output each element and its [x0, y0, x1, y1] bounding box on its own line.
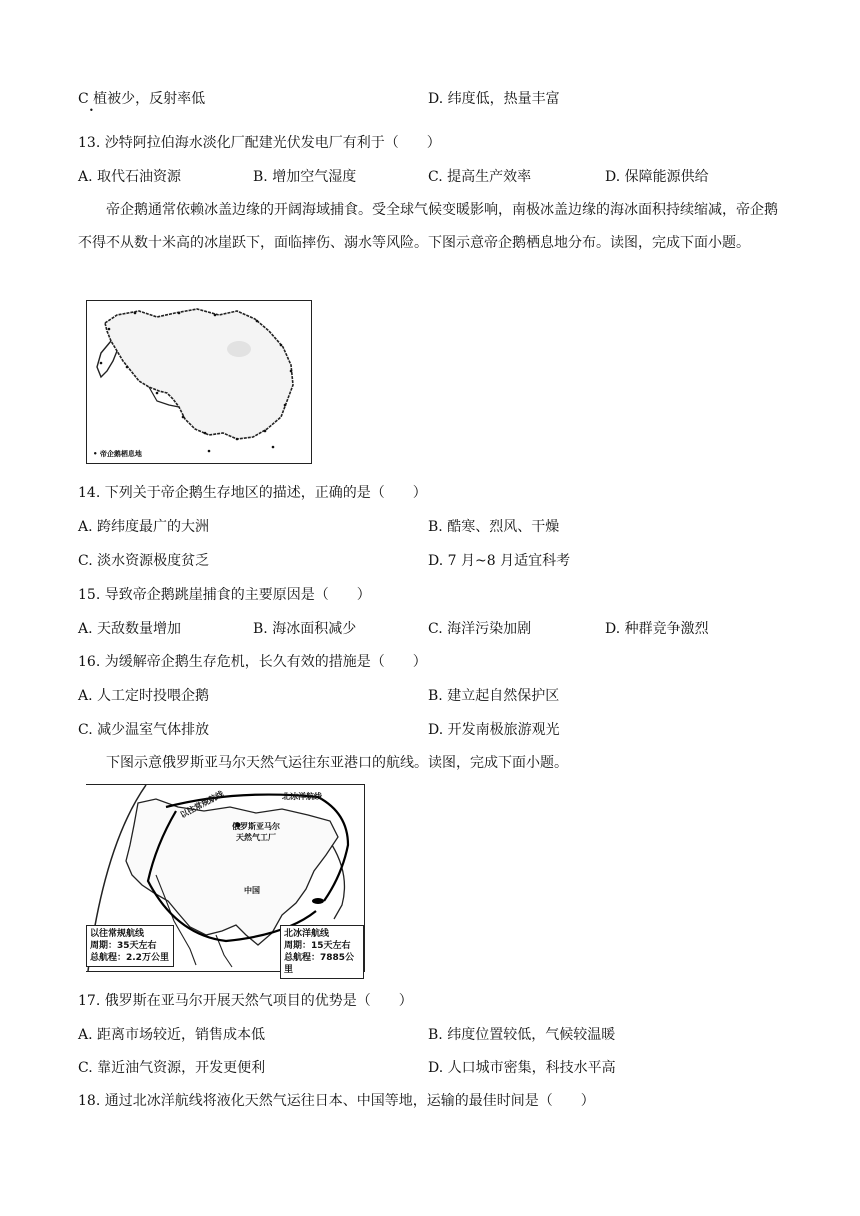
q16-option-a: A. 人工定时投喂企鹅 [78, 688, 210, 704]
route-map-plant-label-2: 天然气工厂 [236, 833, 276, 842]
q13-option-a: A. 取代石油资源 [78, 169, 182, 185]
q13-option-d: D. 保障能源供给 [605, 169, 709, 185]
q16-option-b: B. 建立起自然保护区 [428, 688, 560, 704]
route-map-plant-label-1: 俄罗斯亚马尔 [232, 822, 280, 831]
q12-option-d: D. 纬度低，热量丰富 [428, 91, 560, 107]
q12-option-c: C 植被少，反射率低 [78, 91, 206, 107]
q15-option-b: B. 海冰面积减少 [253, 621, 357, 637]
q14-option-c: C. 淡水资源极度贫乏 [78, 553, 210, 569]
q15-option-c: C. 海洋污染加剧 [428, 621, 532, 637]
passage-penguin-text: 帝企鹅通常依赖冰盖边缘的开阔海域捕食。受全球气候变暖影响，南极冰盖边缘的海冰面积持续缩减，帝企鹅不得不从数十米高的冰崖跃下，面临摔伤、溺水等风险。下图示意帝企鹅栖息地分布。读图，完成下面小题。 [78, 202, 778, 251]
conventional-box-title: 以往常规航线 [90, 929, 145, 939]
route-map-arctic-label: 北冰洋航线 [282, 792, 322, 801]
arctic-box-distance: 总航程：7885公里 [284, 953, 355, 975]
q14-option-d: D. 7 月~8 月适宜科考 [428, 553, 571, 569]
conventional-box-period: 周期：35天左右 [90, 941, 157, 951]
q16-option-d: D. 开发南极旅游观光 [428, 722, 560, 738]
route-map-conventional-label: 以往常规航线 [178, 789, 226, 820]
q13-stem: 13. 沙特阿拉伯海水淡化厂配建光伏发电厂有利于（ ） [78, 135, 441, 151]
q13-option-c: C. 提高生产效率 [428, 169, 532, 185]
passage-penguin [78, 194, 783, 260]
q17-option-a: A. 距离市场较近，销售成本低 [78, 1027, 266, 1043]
q14-option-a: A. 跨纬度最广的大洲 [78, 519, 210, 535]
route-map-arctic-box [280, 925, 364, 979]
q16-stem: 16. 为缓解帝企鹅生存危机，长久有效的措施是（ ） [78, 654, 427, 670]
antarctica-map-legend: • 帝企鹅栖息地 [93, 450, 142, 458]
q16-option-c: C. 减少温室气体排放 [78, 722, 210, 738]
arctic-box-title: 北冰洋航线 [284, 929, 330, 939]
route-map [86, 784, 365, 975]
dot-mark: • [89, 106, 94, 115]
route-map-china-label: 中国 [244, 886, 260, 895]
q15-stem: 15. 导致帝企鹅跳崖捕食的主要原因是（ ） [78, 587, 371, 603]
q17-stem: 17. 俄罗斯在亚马尔开展天然气项目的优势是（ ） [78, 993, 413, 1009]
q13-option-b: B. 增加空气湿度 [253, 169, 357, 185]
route-map-conventional-box [86, 925, 174, 967]
antarctica-map [86, 300, 312, 464]
q15-option-d: D. 种群竞争激烈 [605, 621, 709, 637]
q17-option-c: C. 靠近油气资源，开发更便利 [78, 1060, 266, 1076]
q14-option-b: B. 酷寒、烈风、干燥 [428, 519, 560, 535]
antarctica-map-drawing [87, 301, 311, 463]
passage-route: 下图示意俄罗斯亚马尔天然气运往东亚港口的航线。读图，完成下面小题。 [106, 755, 568, 771]
conventional-box-distance: 总航程：2.2万公里 [90, 953, 169, 963]
q17-option-d: D. 人口城市密集，科技水平高 [428, 1060, 616, 1076]
q14-stem: 14. 下列关于帝企鹅生存地区的描述，正确的是（ ） [78, 485, 427, 501]
q17-option-b: B. 纬度位置较低，气候较温暖 [428, 1027, 616, 1043]
q18-stem: 18. 通过北冰洋航线将液化天然气运往日本、中国等地，运输的最佳时间是（ ） [78, 1093, 595, 1109]
arctic-box-period: 周期：15天左右 [284, 941, 351, 951]
q15-option-a: A. 天敌数量增加 [78, 621, 182, 637]
